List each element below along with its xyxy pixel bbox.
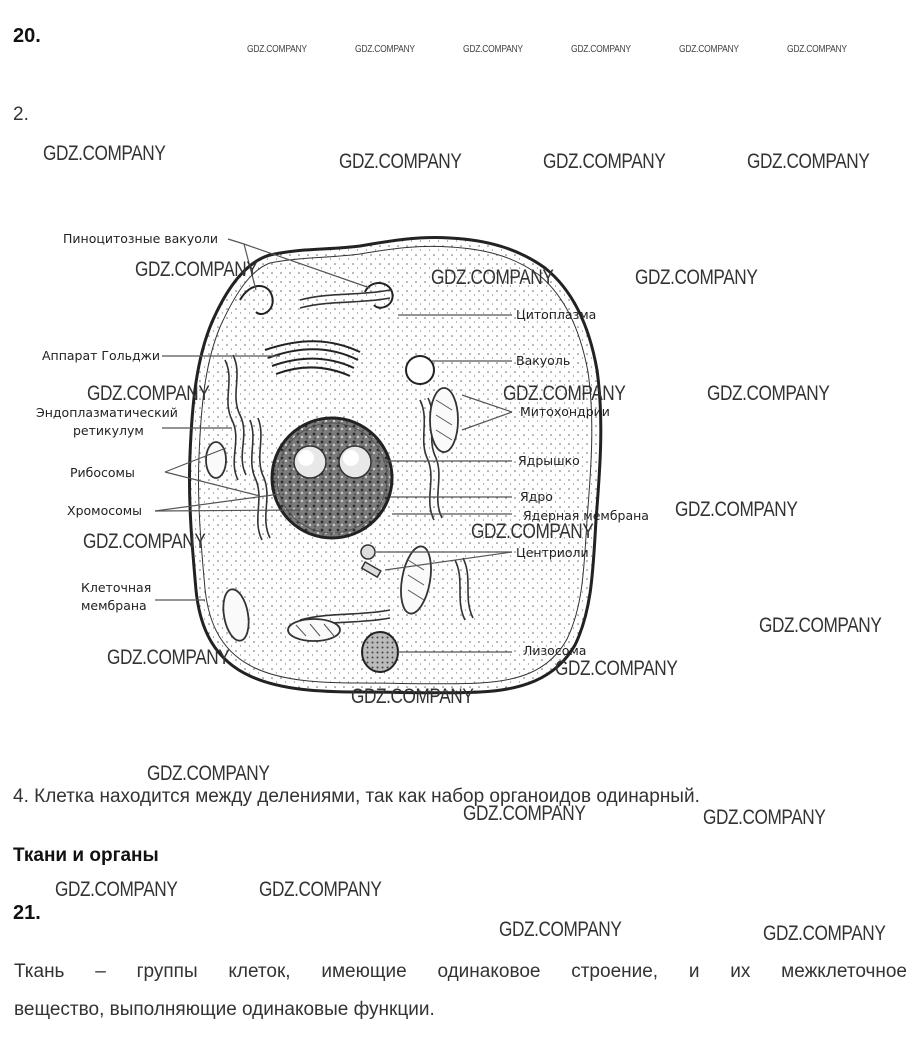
label-centrioles: Центриоли: [516, 545, 589, 560]
label-cell-membrane-line2: мембрана: [81, 598, 147, 613]
label-cell-membrane-line1: Клеточная: [81, 580, 152, 595]
task-number-20: 20.: [13, 25, 41, 47]
label-pinocytic-vacuoles: Пиноцитозные вакуоли: [63, 231, 218, 246]
watermark: GDZ.COMPANY: [703, 806, 826, 829]
watermark: GDZ.COMPANY: [83, 530, 206, 553]
watermark: GDZ.COMPANY: [43, 142, 166, 165]
label-er-line1: Эндоплазматический: [36, 405, 178, 420]
label-nucleolus: Ядрышко: [518, 453, 580, 468]
definition-line-2: вещество, выполняющие одинаковые функции.: [14, 999, 435, 1020]
label-golgi-apparatus: Аппарат Гольджи: [42, 348, 161, 363]
watermark: GDZ.COMPANY: [259, 878, 382, 901]
watermark: GDZ.COMPANY: [463, 802, 586, 825]
watermark: GDZ.COMPANY: [635, 266, 758, 289]
watermark: GDZ.COMPANY: [759, 614, 882, 637]
label-ribosomes: Рибосомы: [70, 465, 135, 480]
watermark: GDZ.COMPANY: [499, 918, 622, 941]
label-cytoplasm: Цитоплазма: [516, 307, 597, 322]
watermark: GDZ.COMPANY: [87, 382, 210, 405]
watermark-small: GDZ.COMPANY: [679, 44, 739, 55]
answer-4-text: 4. Клетка находится между делениями, так как набор органоидов одинарный.: [13, 786, 700, 807]
watermark-small: GDZ.COMPANY: [787, 44, 847, 55]
task-number-21: 21.: [13, 902, 41, 924]
watermark-small: GDZ.COMPANY: [463, 44, 523, 55]
watermark: GDZ.COMPANY: [555, 657, 678, 680]
watermark: GDZ.COMPANY: [747, 150, 870, 173]
watermark: GDZ.COMPANY: [351, 685, 474, 708]
watermark: GDZ.COMPANY: [763, 922, 886, 945]
label-nuclear-membrane: Ядерная мембрана: [523, 508, 649, 523]
watermark: GDZ.COMPANY: [543, 150, 666, 173]
label-nucleus: Ядро: [520, 489, 553, 504]
watermark-small: GDZ.COMPANY: [355, 44, 415, 55]
label-er-line2: ретикулум: [73, 423, 144, 438]
watermark-small: GDZ.COMPANY: [571, 44, 631, 55]
label-vacuole: Вакуоль: [516, 353, 571, 368]
watermark: GDZ.COMPANY: [503, 382, 626, 405]
watermark: GDZ.COMPANY: [431, 266, 554, 289]
section-title: Ткани и органы: [13, 845, 159, 866]
watermark: GDZ.COMPANY: [55, 878, 178, 901]
sub-number-2: 2.: [13, 104, 29, 125]
label-lysosome: Лизосома: [523, 643, 587, 658]
label-mitochondria: Митохондрии: [520, 404, 610, 419]
watermark: GDZ.COMPANY: [675, 498, 798, 521]
watermark: GDZ.COMPANY: [471, 520, 594, 543]
definition-line-1: Ткань – группы клеток, имеющие одинаковое строение, и их межклеточное: [14, 961, 907, 982]
watermark: GDZ.COMPANY: [135, 258, 258, 281]
watermark: GDZ.COMPANY: [707, 382, 830, 405]
watermark: GDZ.COMPANY: [147, 762, 270, 785]
watermark: GDZ.COMPANY: [339, 150, 462, 173]
watermark-small: GDZ.COMPANY: [247, 44, 307, 55]
definition-paragraph: [14, 953, 907, 1029]
watermark: GDZ.COMPANY: [107, 646, 230, 669]
label-chromosomes: Хромосомы: [67, 503, 143, 518]
